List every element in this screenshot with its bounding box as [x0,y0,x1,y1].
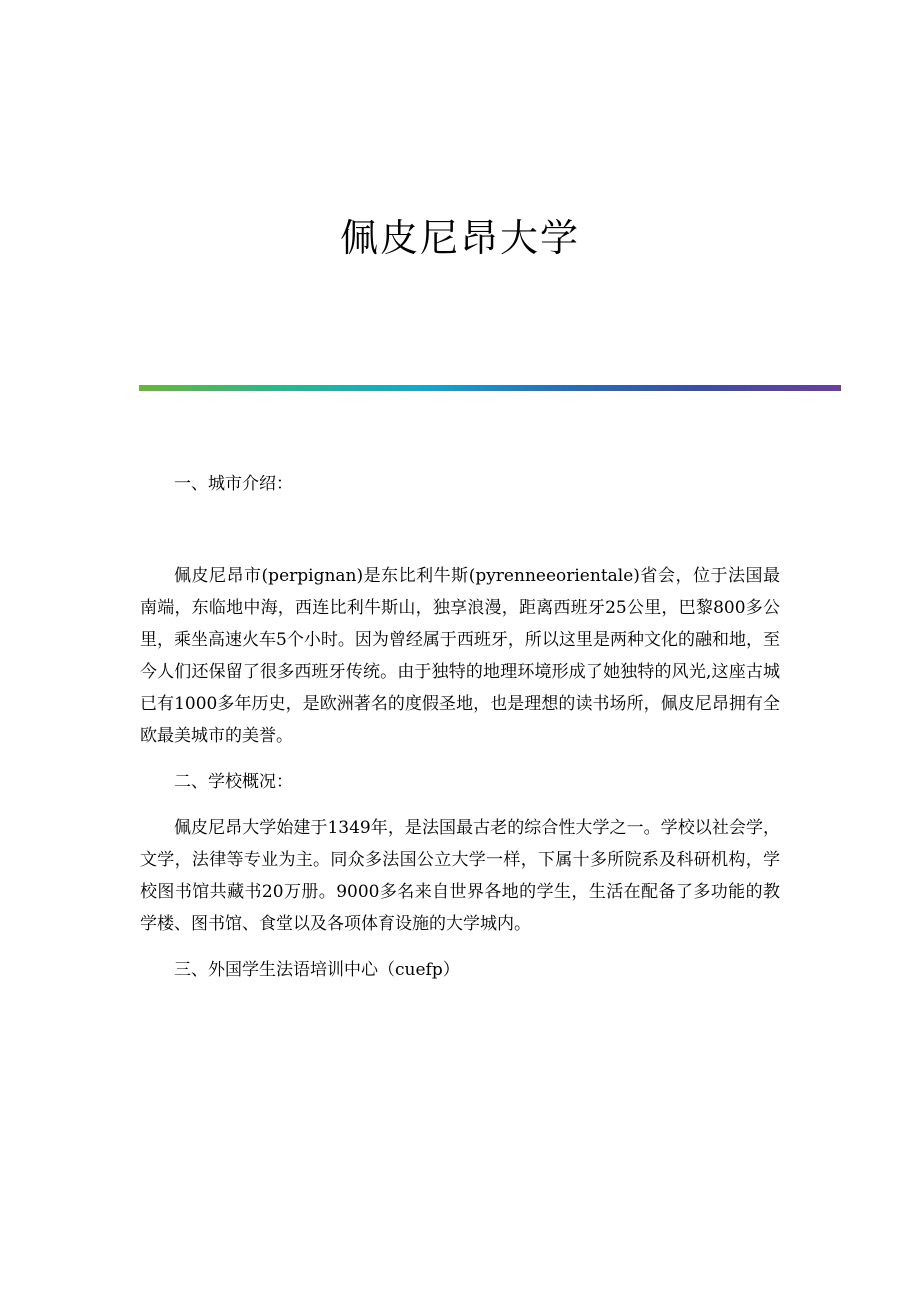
section-heading-cuefp: 三、外国学生法语培训中心（cuefp） [174,960,460,980]
document-title: 佩皮尼昂大学 [339,216,580,260]
gradient-divider [139,385,841,391]
document-body [140,468,780,986]
section-body-city-intro: 佩皮尼昂市(perpignan)是东比利牛斯(pyrenneeorientale)省会，位于法国最南端，东临地中海，西连比利牛斯山，独享浪漫，距离西班牙25公里，巴黎800多公里，乘坐高速火车5个小时。因为曾经属于西班牙，所以这里是两种文化的融和地，至今人们还保留了很多西班牙传统。由于独特的地理环境形成了她独特的风光,这座古城已有1000多年历史，是欧洲著名的度假圣地，也是理想的读书场所，佩皮尼昂拥有全欧最美城市的美誉。 [140,566,780,746]
section-heading-school-overview: 二、学校概况： [174,772,293,792]
section-heading-city-intro: 一、城市介绍： [174,474,293,494]
section-body-school-overview: 佩皮尼昂大学始建于1349年，是法国最古老的综合性大学之一。学校以社会学，文学，法律等专业为主。同众多法国公立大学一样，下属十多所院系及科研机构，学校图书馆共藏书20万册。9000多名来自世界各地的学生，生活在配备了多功能的教学楼、图书馆、食堂以及各项体育设施的大学城内。 [140,818,780,934]
